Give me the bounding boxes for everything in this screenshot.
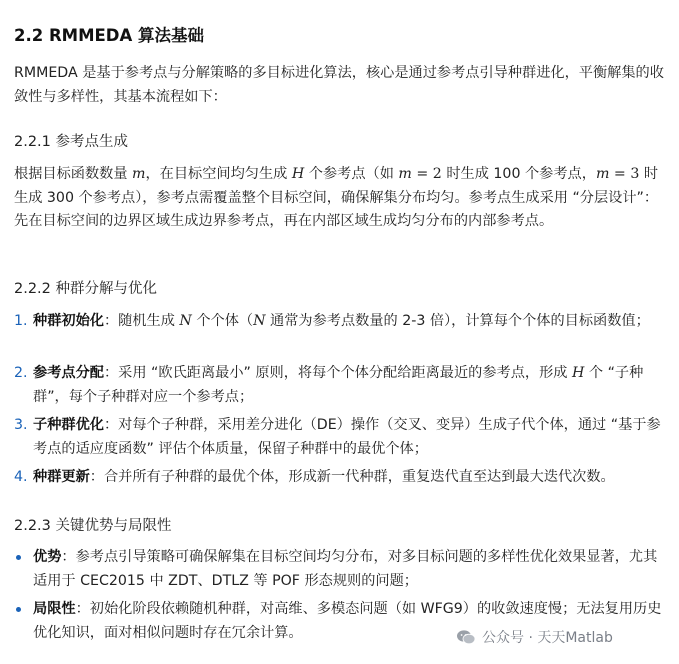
list-item-reference-assignment: 2. 参考点分配：采用 “欧氏距离最小” 原则，将每个个体分配给距离最近的参考点，形成 H 个 “子种群”，每个子种群对应一个参考点；: [14, 362, 666, 409]
list-number: 4.: [14, 469, 28, 485]
list-number: 1.: [14, 313, 28, 329]
bullet-dot: [16, 555, 21, 560]
subsection-title-pros-cons: 2.2.3 关键优势与局限性: [14, 518, 172, 534]
reference-points-paragraph: 根据目标函数数量 m，在目标空间均匀生成 H 个参考点（如 m = 2 时生成 100 个参考点，m = 3 时生成 300 个参考点），参考点需覆盖整个目标空间，确保解集分布均匀。参考点生成采用 “分层设计”：先在目标空间的边界区域生成边界参考点，再在内部区域生成均匀分布的内部参考点。: [14, 166, 659, 229]
list-item-limitations: 局限性：初始化阶段依赖随机种群，对高维、多模态问题（如 WFG9）的收敛速度慢；无法复用历史优化知识，面对相似问题时存在冗余计算。: [14, 598, 666, 645]
list-item-subpopulation-optimization: 3. 子种群优化：对每个子种群，采用差分进化（DE）操作（交叉、变异）生成子代个体，通过 “基于参考点的适应度函数” 评估个体质量，保留子种群中的最优个体；: [14, 414, 666, 461]
wechat-icon: [456, 629, 476, 645]
list-item-population-update: 4. 种群更新：合并所有子种群的最优个体，形成新一代种群，重复迭代直至达到最大迭代次数。: [14, 466, 666, 490]
section-title: 2.2 RMMEDA 算法基础: [14, 26, 204, 45]
list-item-advantages: 优势：参考点引导策略可确保解集在目标空间均匀分布，对多目标问题的多样性优化效果显著，尤其适用于 CEC2015 中 ZDT、DTLZ 等 POF 形态规则的问题；: [14, 546, 666, 593]
var-H: H: [291, 166, 305, 182]
subsection-title-decomposition: 2.2.2 种群分解与优化: [14, 281, 158, 297]
watermark: [456, 626, 613, 648]
subsection-title-reference-points: 2.2.1 参考点生成: [14, 134, 129, 150]
list-number: 2.: [14, 365, 28, 381]
list-item-population-init: 1. 种群初始化：随机生成 N 个个体（N 通常为参考点数量的 2-3 倍），计算每个个体的目标函数值；: [14, 310, 666, 334]
var-m: m: [132, 166, 146, 182]
intro-paragraph: RMMEDA 是基于参考点与分解策略的多目标进化算法，核心是通过参考点引导种群进化，平衡解集的收敛性与多样性，其基本流程如下：: [14, 65, 664, 105]
list-number: 3.: [14, 417, 28, 433]
bullet-dot: [16, 607, 21, 612]
watermark-text: 公众号 · 天天Matlab: [482, 630, 613, 646]
